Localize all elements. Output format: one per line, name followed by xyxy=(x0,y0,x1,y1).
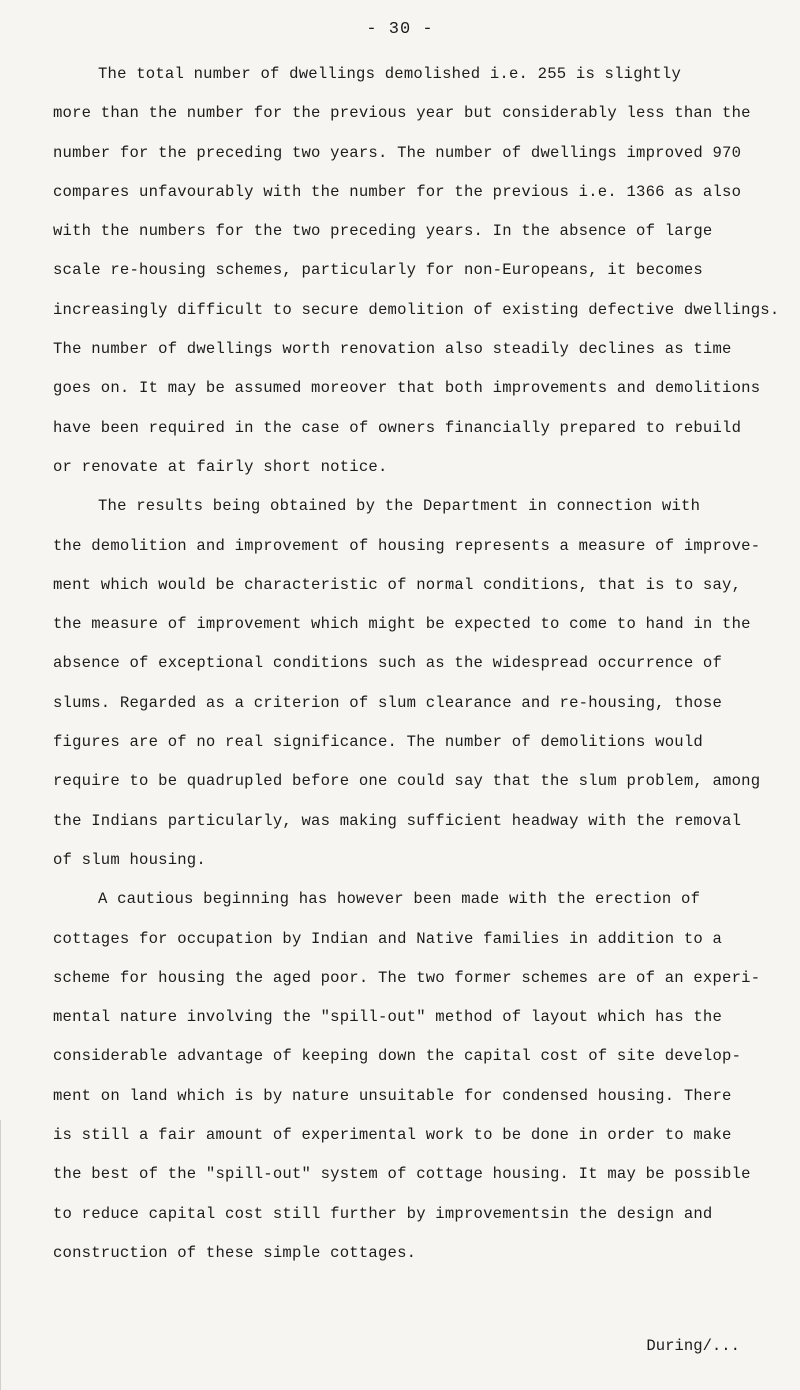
paragraph-3-line-5: considerable advantage of keeping down the capital cost of site develop- xyxy=(53,1047,742,1066)
paragraph-1-line-5: with the numbers for the two preceding years. In the absence of large xyxy=(53,222,713,241)
paragraph-2-line-5: absence of exceptional conditions such as the widespread occurrence of xyxy=(53,654,723,673)
paragraph-1-line-8: The number of dwellings worth renovation also steadily declines as time xyxy=(53,340,732,359)
page-number: - 30 - xyxy=(366,20,434,39)
paragraph-1-line-3: number for the preceding two years. The number of dwellings improved 970 xyxy=(53,143,742,162)
continuation-catchword: During/... xyxy=(646,1337,740,1355)
paragraph-3-line-8: the best of the "spill-out" system of cottage housing. It may be possible xyxy=(53,1165,751,1184)
paragraph-3-line-4: mental nature involving the "spill-out" method of layout which has the xyxy=(53,1008,723,1027)
paragraph-2-line-1: The results being obtained by the Department in connection with xyxy=(98,497,701,516)
paragraph-1-line-1: The total number of dwellings demolished i.e. 255 is slightly xyxy=(98,65,682,83)
paragraph-3-line-7: is still a fair amount of experimental work to be done in order to make xyxy=(53,1126,732,1145)
paragraph-2-line-4: the measure of improvement which might be expected to come to hand in the xyxy=(53,615,751,634)
paragraph-3-line-9: to reduce capital cost still further by improvementsin the design and xyxy=(53,1204,713,1223)
paragraph-3-line-1: A cautious beginning has however been made with the erection of xyxy=(98,890,701,909)
paragraph-1-line-4: compares unfavourably with the number for the previous i.e. 1366 as also xyxy=(53,182,742,201)
paragraph-2-line-3: ment which would be characteristic of normal conditions, that is to say, xyxy=(53,575,742,594)
paragraph-1-line-11: or renovate at fairly short notice. xyxy=(53,457,388,476)
paragraph-1-line-10: have been required in the case of owners financially prepared to rebuild xyxy=(53,418,742,437)
body-text xyxy=(53,55,780,1273)
paragraph-1-line-2: more than the number for the previous year but considerably less than the xyxy=(53,104,751,123)
paragraph-2-line-8: require to be quadrupled before one could say that the slum problem, among xyxy=(53,772,761,791)
paragraph-2-line-10: of slum housing. xyxy=(53,850,206,869)
paragraph-1-line-9: goes on. It may be assumed moreover that both improvements and demolitions xyxy=(53,379,761,398)
paragraph-2-line-7: figures are of no real significance. The number of demolitions would xyxy=(53,733,703,752)
paragraph-3-line-2: cottages for occupation by Indian and Native families in addition to a xyxy=(53,929,723,948)
paragraph-3-line-6: ment on land which is by nature unsuitable for condensed housing. There xyxy=(53,1086,732,1105)
paragraph-3-line-10: construction of these simple cottages. xyxy=(53,1243,417,1262)
scan-edge-shadow xyxy=(0,1120,1,1390)
paragraph-1-line-7: increasingly difficult to secure demolition of existing defective dwellings. xyxy=(53,300,780,319)
paragraph-1-line-6: scale re-housing schemes, particularly for non-Europeans, it becomes xyxy=(53,261,703,280)
paragraph-2-line-9: the Indians particularly, was making sufficient headway with the removal xyxy=(53,811,742,830)
paragraph-2-line-6: slums. Regarded as a criterion of slum clearance and re-housing, those xyxy=(53,693,723,712)
paragraph-3-line-3: scheme for housing the aged poor. The two former schemes are of an experi- xyxy=(53,968,761,987)
paragraph-2-line-2: the demolition and improvement of housing represents a measure of improve- xyxy=(53,536,761,555)
